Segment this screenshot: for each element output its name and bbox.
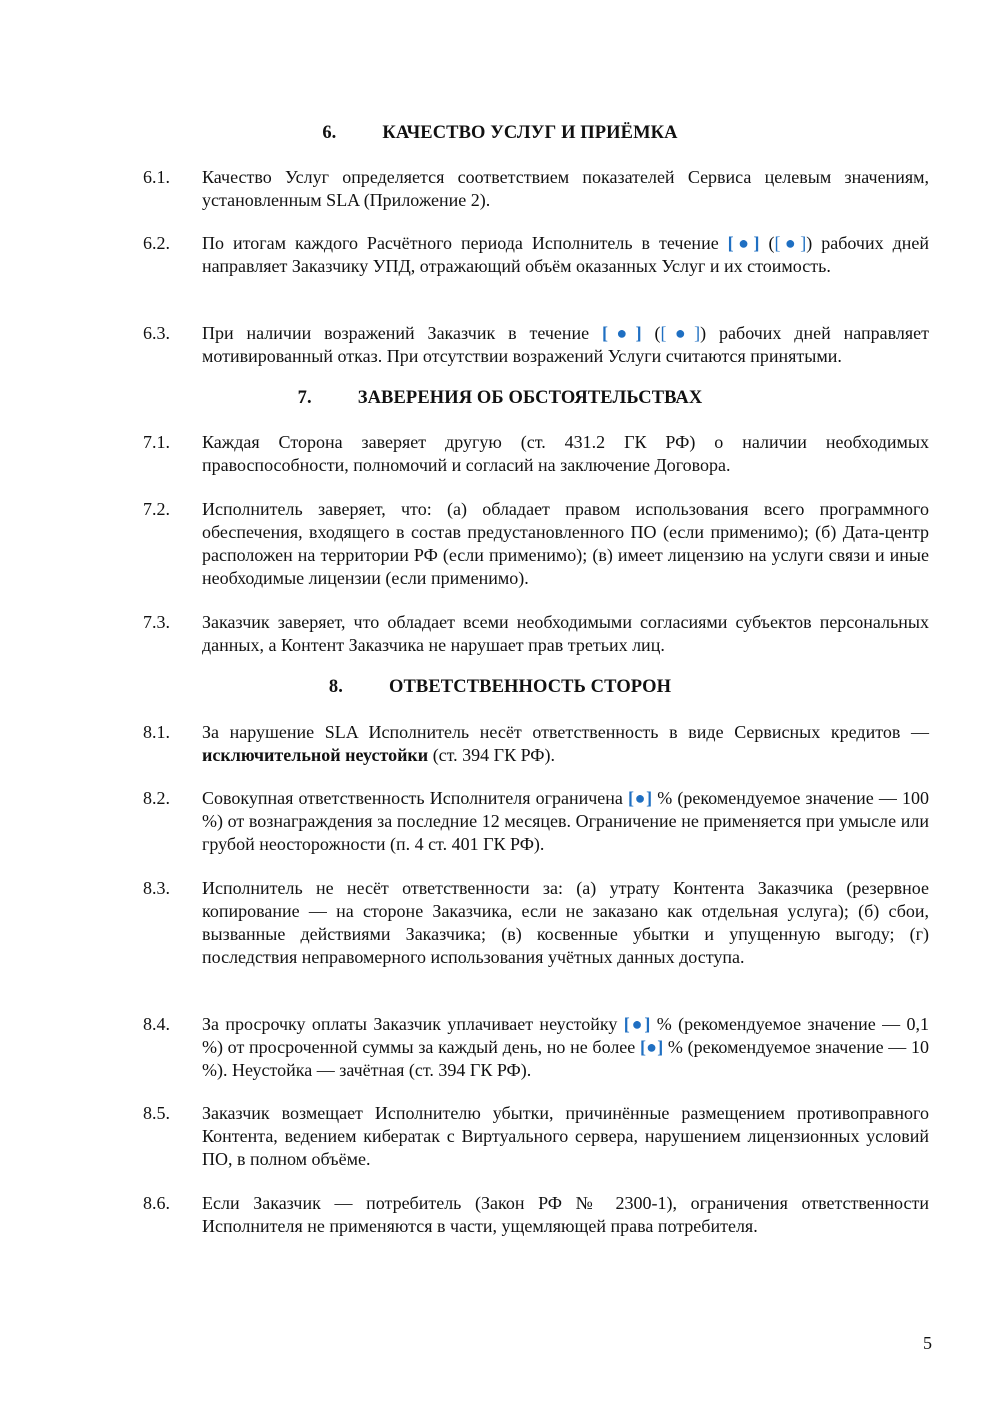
placeholder-marker: [●] xyxy=(602,323,642,343)
section-number: 6. xyxy=(322,123,337,143)
text-fragment: Совокупная ответственность Исполнителя ограничена xyxy=(202,788,629,808)
text-fragment: ) рабочих дней направляет Заказчику УПД, отражающий объём оказанных Услуг и их стоимость. xyxy=(202,233,929,276)
clause-number: 8.3. xyxy=(143,878,170,898)
bold-term: исключительной неустойки xyxy=(202,745,429,765)
text-fragment: По итогам каждого Расчётного периода Исполнитель в течение xyxy=(202,233,728,253)
clause-text: Качество Услуг определяется соответствием показателей Сервиса целевым значениям, установленным SLA (Приложение 2). xyxy=(202,167,929,210)
clause-8-1 xyxy=(143,721,929,767)
text-fragment: % (рекомендуемое значение — 0,1 %) от просроченной суммы за каждый день, но не более xyxy=(202,1014,929,1057)
clause-8-4 xyxy=(143,1013,929,1082)
clause-7-1 xyxy=(143,431,929,477)
text-fragment: При наличии возражений Заказчик в течение xyxy=(202,323,603,343)
section-title: ЗАВЕРЕНИЯ ОБ ОБСТОЯТЕЛЬСТВАХ xyxy=(357,388,703,408)
clause-number: 7.1. xyxy=(143,432,170,452)
clause-8-6 xyxy=(143,1192,929,1238)
clause-number: 6.1. xyxy=(143,167,170,187)
placeholder-marker: [●] xyxy=(628,788,653,808)
clause-text xyxy=(202,787,929,856)
clause-number: 6.3. xyxy=(143,323,170,343)
section-heading-7 xyxy=(0,388,1000,409)
placeholder-marker: [●] xyxy=(727,233,760,253)
section-title: ОТВЕТСТВЕННОСТЬ СТОРОН xyxy=(388,677,672,697)
text-fragment: % (рекомендуемое значение — 10 %). Неустойка — зачётная (ст. 394 ГК РФ). xyxy=(202,1037,929,1080)
section-number: 8. xyxy=(328,677,343,697)
clause-7-3 xyxy=(143,611,929,657)
clause-6-3 xyxy=(143,322,929,368)
clause-number: 8.6. xyxy=(143,1193,170,1213)
clause-number: 6.2. xyxy=(143,233,170,253)
clause-number: 8.4. xyxy=(143,1014,170,1034)
clause-number: 8.2. xyxy=(143,788,170,808)
clause-number: 8.1. xyxy=(143,722,170,742)
text-fragment: (ст. 394 ГК РФ). xyxy=(428,745,556,765)
section-number: 7. xyxy=(297,388,312,408)
clause-8-5 xyxy=(143,1102,929,1171)
placeholder-marker: [●] xyxy=(774,233,807,253)
clause-7-2 xyxy=(143,498,929,590)
section-heading-6 xyxy=(0,123,1000,144)
text-fragment: % (рекомендуемое значение — 100 %) от вознаграждения за последние 12 месяцев. Ограничение не применяется при умысле или грубой неосторожности (п. 4 ст. 401 ГК РФ). xyxy=(202,788,929,854)
clause-number: 7.2. xyxy=(143,499,170,519)
clause-8-3 xyxy=(143,877,929,969)
clause-6-2 xyxy=(143,232,929,278)
clause-text xyxy=(202,322,929,368)
clause-number: 8.5. xyxy=(143,1103,170,1123)
clause-text: Заказчик заверяет, что обладает всеми необходимыми согласиями субъектов персональных данных, а Контент Заказчика не нарушает прав третьих лиц. xyxy=(202,612,929,655)
text-fragment: За нарушение SLA Исполнитель несёт ответственность в виде Сервисных кредитов — xyxy=(202,722,929,742)
placeholder-marker: [●] xyxy=(639,1037,664,1057)
clause-text xyxy=(202,232,929,278)
clause-text: Исполнитель не несёт ответственности за: (а) утрату Контента Заказчика (резервное копирование — на стороне Заказчика, если не заказано как отдельная услуга); (б) сбои, вызванные действиями Заказчика; (в) косвенные убытки и упущенную выгоду; (г) последствия неправомерного использования учётных данных доступа. xyxy=(202,878,929,967)
clause-text: Если Заказчик — потребитель (Закон РФ № 2300-1), ограничения ответственности Исполнителя не применяются в части, ущемляющей права потребителя. xyxy=(202,1193,929,1236)
placeholder-marker: [●] xyxy=(660,323,701,343)
placeholder-marker: [●] xyxy=(623,1014,651,1034)
text-fragment: ( xyxy=(759,233,775,253)
clause-number: 7.3. xyxy=(143,612,170,632)
page-number: 5 xyxy=(923,1333,932,1353)
section-heading-8 xyxy=(0,677,1000,698)
section-title: КАЧЕСТВО УСЛУГ И ПРИЁМКА xyxy=(382,123,678,143)
clause-text xyxy=(202,1013,929,1082)
clause-8-2 xyxy=(143,787,929,856)
clause-text: Заказчик возмещает Исполнителю убытки, причинённые размещением противоправного Контента, ведением кибератак с Виртуального сервера, нарушением лицензионных условий ПО, в полном объёме. xyxy=(202,1103,929,1169)
clause-text xyxy=(202,721,929,767)
clause-6-1 xyxy=(143,166,929,212)
clause-text: Исполнитель заверяет, что: (а) обладает правом использования всего программного обеспечения, входящего в состав предустановленного ПО (если применимо); (б) Дата-центр расположен на территории РФ (если применимо); (в) имеет лицензию на услуги связи и иные необходимые лицензии (если применимо). xyxy=(202,499,929,588)
text-fragment: За просрочку оплаты Заказчик уплачивает неустойку xyxy=(202,1014,624,1034)
clause-text: Каждая Сторона заверяет другую (ст. 431.2 ГК РФ) о наличии необходимых правоспособности, полномочий и согласий на заключение Договора. xyxy=(202,432,929,475)
text-fragment: ( xyxy=(641,323,661,343)
text-fragment: ) рабочих дней направляет мотивированный отказ. При отсутствии возражений Услуги считаются принятыми. xyxy=(202,323,929,366)
